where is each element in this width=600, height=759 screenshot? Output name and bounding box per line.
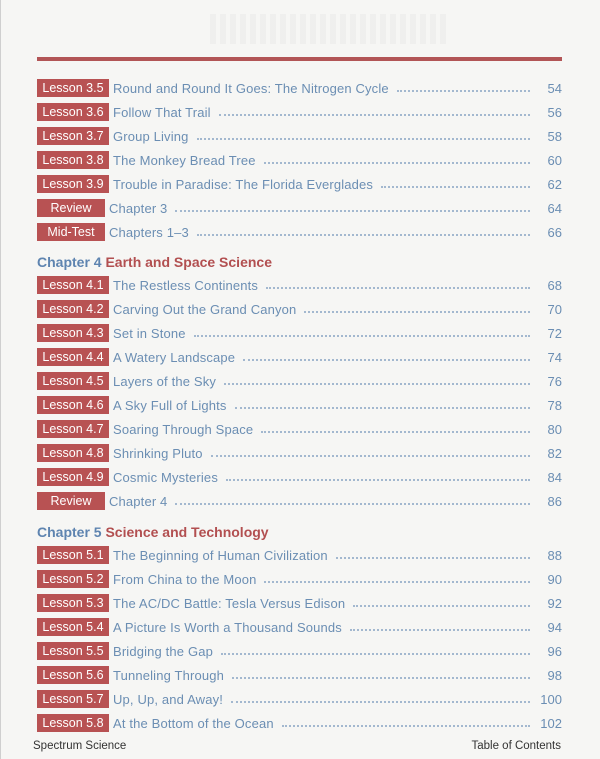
lesson-title: Bridging the Gap [113,643,213,659]
toc-row[interactable] [37,103,562,121]
page-number: 74 [547,349,562,365]
lesson-tag: Lesson 3.9 [37,175,109,193]
review-tag: Review [37,199,105,217]
toc-row[interactable] [37,324,562,342]
dot-leader [264,572,530,583]
lesson-title: A Watery Landscape [113,349,236,365]
toc-row[interactable] [37,642,562,660]
page-number: 70 [547,301,562,317]
dot-leader [224,374,530,385]
page-number: 88 [547,547,562,563]
chapter-number: Chapter 4 [37,254,102,270]
lesson-tag: Lesson 4.5 [37,372,109,390]
lesson-title: Chapter 4 [109,493,168,509]
dot-leader [350,620,530,631]
toc-row[interactable] [37,570,562,588]
page-number: 58 [547,128,562,144]
dot-leader [282,716,530,727]
lesson-tag: Lesson 5.2 [37,570,109,588]
lesson-title: A Picture Is Worth a Thousand Sounds [113,619,342,635]
toc-row[interactable] [37,127,562,145]
lesson-title: From China to the Moon [113,571,257,587]
lesson-tag: Lesson 3.7 [37,127,109,145]
toc-row[interactable] [37,223,562,241]
lesson-tag: Lesson 5.5 [37,642,109,660]
dot-leader [194,326,530,337]
dot-leader [232,668,530,679]
page-number: 68 [547,277,562,293]
toc-row[interactable] [37,492,562,510]
page-number: 76 [547,373,562,389]
dot-leader [175,494,530,505]
dot-leader [336,548,530,559]
lesson-title: Up, Up, and Away! [113,691,223,707]
toc-row[interactable] [37,151,562,169]
page-number: 90 [547,571,562,587]
page-number: 54 [547,80,562,96]
lesson-title: Chapter 3 [109,200,168,216]
toc-row[interactable] [37,546,562,564]
lesson-title: At the Bottom of the Ocean [113,715,274,731]
dot-leader [197,225,530,236]
toc-row[interactable] [37,276,562,294]
page-number: 100 [540,691,562,707]
toc-row[interactable] [37,714,562,732]
lesson-tag: Lesson 4.7 [37,420,109,438]
toc-row[interactable] [37,300,562,318]
dot-leader [221,644,530,655]
lesson-title: Round and Round It Goes: The Nitrogen Cycle [113,80,389,96]
toc-row[interactable] [37,175,562,193]
lesson-tag: Lesson 3.8 [37,151,109,169]
lesson-tag: Lesson 4.9 [37,468,109,486]
dot-leader [264,153,530,164]
toc-row[interactable] [37,468,562,486]
page-number: 60 [547,152,562,168]
dot-leader [243,350,530,361]
dot-leader [219,105,530,116]
toc-row[interactable] [37,420,562,438]
lesson-tag: Lesson 5.1 [37,546,109,564]
page-number: 86 [547,493,562,509]
toc-row[interactable] [37,666,562,684]
lesson-title: Follow That Trail [113,104,211,120]
lesson-tag: Lesson 3.5 [37,79,109,97]
lesson-tag: Lesson 4.8 [37,444,109,462]
lesson-title: Layers of the Sky [113,373,216,389]
lesson-tag: Lesson 5.8 [37,714,109,732]
toc-row[interactable] [37,594,562,612]
lesson-title: Trouble in Paradise: The Florida Everglades [113,176,374,192]
dot-leader [304,302,530,313]
page-number: 96 [547,643,562,659]
chapter-heading [37,254,272,270]
toc-row[interactable] [37,690,562,708]
lesson-tag: Lesson 4.3 [37,324,109,342]
lesson-title: The Beginning of Human Civilization [113,547,328,563]
chapter-title: Earth and Space Science [105,254,272,270]
page-number: 94 [547,619,562,635]
page-number: 102 [540,715,562,731]
lesson-title: Set in Stone [113,325,186,341]
lesson-tag: Lesson 4.4 [37,348,109,366]
footer-section-title: Table of Contents [471,740,561,752]
toc-row[interactable] [37,618,562,636]
page-number: 56 [547,104,562,120]
lesson-title: Soaring Through Space [113,421,254,437]
page-number: 84 [547,469,562,485]
lesson-tag: Lesson 4.6 [37,396,109,414]
page-number: 66 [547,224,562,240]
page-number: 80 [547,421,562,437]
page-number: 92 [547,595,562,611]
page-number: 82 [547,445,562,461]
lesson-title: Carving Out the Grand Canyon [113,301,297,317]
page-number: 72 [547,325,562,341]
lesson-tag: Lesson 5.6 [37,666,109,684]
test-tag: Mid-Test [37,223,105,241]
lesson-tag: Lesson 5.7 [37,690,109,708]
toc-row[interactable] [37,372,562,390]
dot-leader [381,177,530,188]
dot-leader [235,398,530,409]
toc-row[interactable] [37,348,562,366]
lesson-title: A Sky Full of Lights [113,397,227,413]
lesson-title: The Monkey Bread Tree [113,152,256,168]
page-number: 62 [547,176,562,192]
page-number: 98 [547,667,562,683]
dot-leader [397,81,530,92]
lesson-title: Tunneling Through [113,667,224,683]
lesson-title: Shrinking Pluto [113,445,203,461]
chapter-heading [37,524,269,540]
dot-leader [226,470,530,481]
toc-row[interactable] [37,79,562,97]
lesson-title: Cosmic Mysteries [113,469,218,485]
footer-book-title: Spectrum Science [33,740,127,752]
dot-leader [231,692,530,703]
chapter-number: Chapter 5 [37,524,102,540]
dot-leader [353,596,530,607]
lesson-title: The Restless Continents [113,277,259,293]
review-tag: Review [37,492,105,510]
toc-row[interactable] [37,199,562,217]
page-number: 64 [547,200,562,216]
lesson-title: Group Living [113,128,189,144]
dot-leader [261,422,530,433]
dot-leader [266,278,530,289]
lesson-title: Chapters 1–3 [109,224,189,240]
toc-row[interactable] [37,444,562,462]
lesson-title: The AC/DC Battle: Tesla Versus Edison [113,595,346,611]
dot-leader [175,201,530,212]
lesson-tag: Lesson 5.3 [37,594,109,612]
lesson-tag: Lesson 5.4 [37,618,109,636]
dot-leader [211,446,530,457]
page-number: 78 [547,397,562,413]
lesson-tag: Lesson 4.2 [37,300,109,318]
toc-row[interactable] [37,396,562,414]
chapter-title: Science and Technology [105,524,269,540]
lesson-tag: Lesson 4.1 [37,276,109,294]
lesson-tag: Lesson 3.6 [37,103,109,121]
dot-leader [197,129,530,140]
